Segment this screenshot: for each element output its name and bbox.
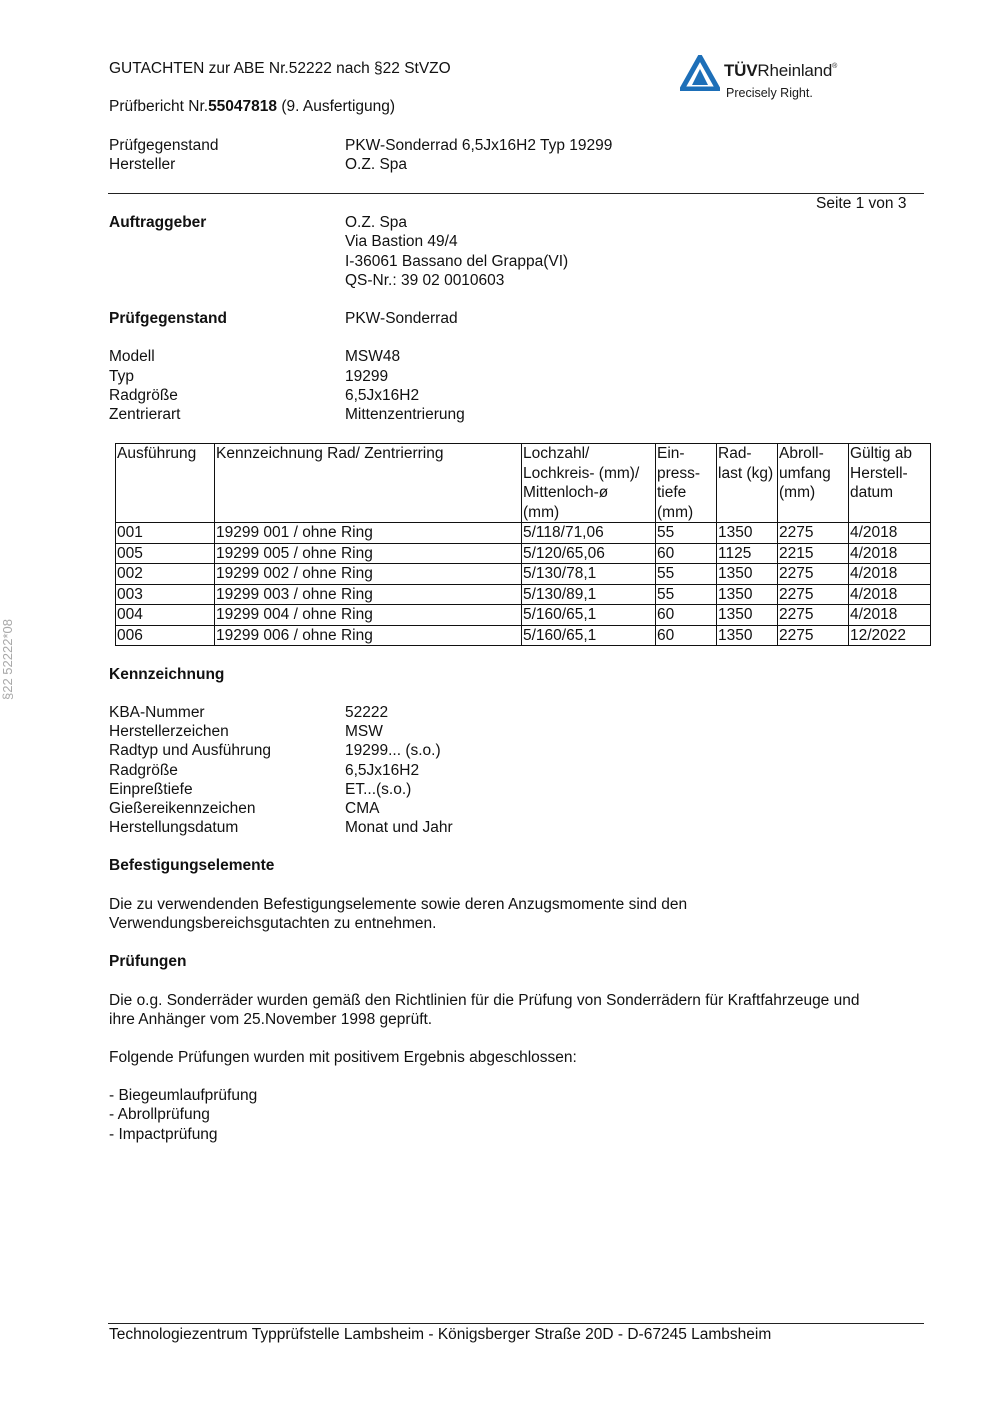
table-cell: 1350 — [717, 625, 778, 646]
tests-text-line: ihre Anhänger vom 25.November 1998 geprüft. — [109, 1011, 433, 1028]
table-cell: 19299 001 / ohne Ring — [215, 523, 522, 544]
marking-field-label: Gießereikennzeichen — [109, 800, 256, 817]
marking-field-label: Herstellungsdatum — [109, 819, 239, 836]
table-header-cell: Kennzeichnung Rad/ Zentrierring — [215, 444, 522, 523]
object-field-label: Zentrierart — [109, 406, 181, 423]
logo-name-bold: TÜV — [724, 61, 758, 80]
client-line: I-36061 Bassano del Grappa(VI) — [345, 253, 569, 270]
object-field-label: Typ — [109, 368, 134, 385]
table-cell: 19299 006 / ohne Ring — [215, 625, 522, 646]
marking-field-value: MSW — [345, 723, 383, 740]
wheel-variants-table — [115, 443, 931, 646]
footer-divider — [108, 1323, 924, 1324]
table-row — [116, 605, 931, 626]
table-row — [116, 625, 931, 646]
tuv-logo — [680, 55, 880, 105]
marking-heading: Kennzeichnung — [109, 666, 225, 683]
table-header-row — [116, 444, 931, 523]
client-label: Auftraggeber — [109, 214, 207, 231]
header-divider — [108, 193, 924, 194]
marking-field-label: Radtyp und Ausführung — [109, 742, 272, 759]
object-field-label: Radgröße — [109, 387, 178, 404]
table-cell: 2215 — [778, 543, 849, 564]
table-cell: 55 — [656, 564, 717, 585]
footer-address: Technologiezentrum Typprüfstelle Lambsheim - Königsberger Straße 20D - D-67245 Lambsheim — [109, 1326, 772, 1343]
table-cell: 4/2018 — [849, 564, 931, 585]
table-cell: 4/2018 — [849, 605, 931, 626]
table-cell: 004 — [116, 605, 215, 626]
table-cell: 2275 — [778, 625, 849, 646]
table-cell: 55 — [656, 584, 717, 605]
table-cell: 4/2018 — [849, 584, 931, 605]
table-cell: 55 — [656, 523, 717, 544]
table-cell: 5/120/65,06 — [522, 543, 656, 564]
table-cell: 2275 — [778, 584, 849, 605]
tests-list-item: - Impactprüfung — [109, 1126, 218, 1143]
table-cell: 002 — [116, 564, 215, 585]
report-number: 55047818 — [208, 98, 278, 115]
report-number-line — [109, 98, 395, 116]
table-header-cell: Ein- press- tiefe (mm) — [656, 444, 717, 523]
page-info: Seite 1 von 3 — [816, 195, 907, 212]
client-line: O.Z. Spa — [345, 214, 408, 231]
object-field-value: Mittenzentrierung — [345, 406, 465, 423]
marking-field-label: Herstellerzeichen — [109, 723, 229, 740]
header-test-object-value: PKW-Sonderrad 6,5Jx16H2 Typ 19299 — [345, 137, 613, 154]
header-manufacturer-label: Hersteller — [109, 156, 176, 173]
table-cell: 19299 003 / ohne Ring — [215, 584, 522, 605]
table-cell: 5/160/65,1 — [522, 605, 656, 626]
object-label: Prüfgegenstand — [109, 310, 227, 327]
table-cell: 5/160/65,1 — [522, 625, 656, 646]
tuv-triangle-icon — [680, 55, 720, 91]
marking-field-label: KBA-Nummer — [109, 704, 205, 721]
table-header-cell: Gültig ab Herstell- datum — [849, 444, 931, 523]
table-cell: 1350 — [717, 564, 778, 585]
table-cell: 2275 — [778, 605, 849, 626]
marking-field-value: 6,5Jx16H2 — [345, 762, 420, 779]
report-label: Prüfbericht Nr. — [109, 98, 209, 115]
object-field-value: 19299 — [345, 368, 389, 385]
client-line: Via Bastion 49/4 — [345, 233, 458, 250]
table-row — [116, 584, 931, 605]
table-cell: 2275 — [778, 564, 849, 585]
table-cell: 2275 — [778, 523, 849, 544]
marking-field-value: ET...(s.o.) — [345, 781, 412, 798]
logo-name-light: Rheinland — [757, 61, 833, 80]
table-cell: 006 — [116, 625, 215, 646]
tests-heading: Prüfungen — [109, 953, 187, 970]
marking-field-value: 52222 — [345, 704, 389, 721]
table-cell: 19299 004 / ohne Ring — [215, 605, 522, 626]
table-cell: 005 — [116, 543, 215, 564]
object-field-label: Modell — [109, 348, 155, 365]
fasteners-text-line: Die zu verwendenden Befestigungselemente sowie deren Anzugsmomente sind den — [109, 896, 688, 913]
fasteners-text-line: Verwendungsbereichsgutachten zu entnehmen. — [109, 915, 437, 932]
table-cell: 1350 — [717, 584, 778, 605]
table-cell: 5/130/78,1 — [522, 564, 656, 585]
table-header-cell: Abroll- umfang (mm) — [778, 444, 849, 523]
marking-field-value: 19299... (s.o.) — [345, 742, 441, 759]
marking-field-value: Monat und Jahr — [345, 819, 453, 836]
table-cell: 003 — [116, 584, 215, 605]
logo-tagline: Precisely Right. — [726, 86, 813, 100]
header-test-object-label: Prüfgegenstand — [109, 137, 219, 154]
table-header-cell: Rad- last (kg) — [717, 444, 778, 523]
table-header-cell: Lochzahl/ Lochkreis- (mm)/ Mittenloch-ø (mm) — [522, 444, 656, 523]
table-row — [116, 523, 931, 544]
logo-registered-mark: ® — [832, 63, 838, 70]
table-cell: 1350 — [717, 605, 778, 626]
fasteners-heading: Befestigungselemente — [109, 857, 275, 874]
side-stamp: §22 52222*08 — [0, 619, 15, 700]
logo-wordmark — [724, 61, 837, 81]
marking-field-value: CMA — [345, 800, 380, 817]
client-line: QS-Nr.: 39 02 0010603 — [345, 272, 505, 289]
header-manufacturer-value: O.Z. Spa — [345, 156, 408, 173]
tests-intro: Folgende Prüfungen wurden mit positivem Ergebnis abgeschlossen: — [109, 1049, 577, 1066]
tests-text-line: Die o.g. Sonderräder wurden gemäß den Richtlinien für die Prüfung von Sonderrädern für Kraftfahrzeuge und — [109, 992, 860, 1009]
marking-field-label: Einpreßtiefe — [109, 781, 193, 798]
table-cell: 4/2018 — [849, 523, 931, 544]
table-cell: 5/130/89,1 — [522, 584, 656, 605]
object-field-value: MSW48 — [345, 348, 401, 365]
table-header-cell: Ausführung — [116, 444, 215, 523]
table-cell: 60 — [656, 605, 717, 626]
report-suffix: (9. Ausfertigung) — [277, 98, 396, 115]
tests-list-item: - Biegeumlaufprüfung — [109, 1087, 258, 1104]
tests-list-item: - Abrollprüfung — [109, 1106, 210, 1123]
table-cell: 60 — [656, 543, 717, 564]
table-row — [116, 564, 931, 585]
table-cell: 001 — [116, 523, 215, 544]
table-row — [116, 543, 931, 564]
table-cell: 1125 — [717, 543, 778, 564]
table-cell: 12/2022 — [849, 625, 931, 646]
document-title: GUTACHTEN zur ABE Nr.52222 nach §22 StVZO — [109, 60, 451, 77]
table-cell: 1350 — [717, 523, 778, 544]
object-value: PKW-Sonderrad — [345, 310, 458, 327]
table-cell: 5/118/71,06 — [522, 523, 656, 544]
marking-field-label: Radgröße — [109, 762, 178, 779]
table-cell: 19299 002 / ohne Ring — [215, 564, 522, 585]
object-field-value: 6,5Jx16H2 — [345, 387, 420, 404]
table-cell: 4/2018 — [849, 543, 931, 564]
table-cell: 19299 005 / ohne Ring — [215, 543, 522, 564]
table-cell: 60 — [656, 625, 717, 646]
